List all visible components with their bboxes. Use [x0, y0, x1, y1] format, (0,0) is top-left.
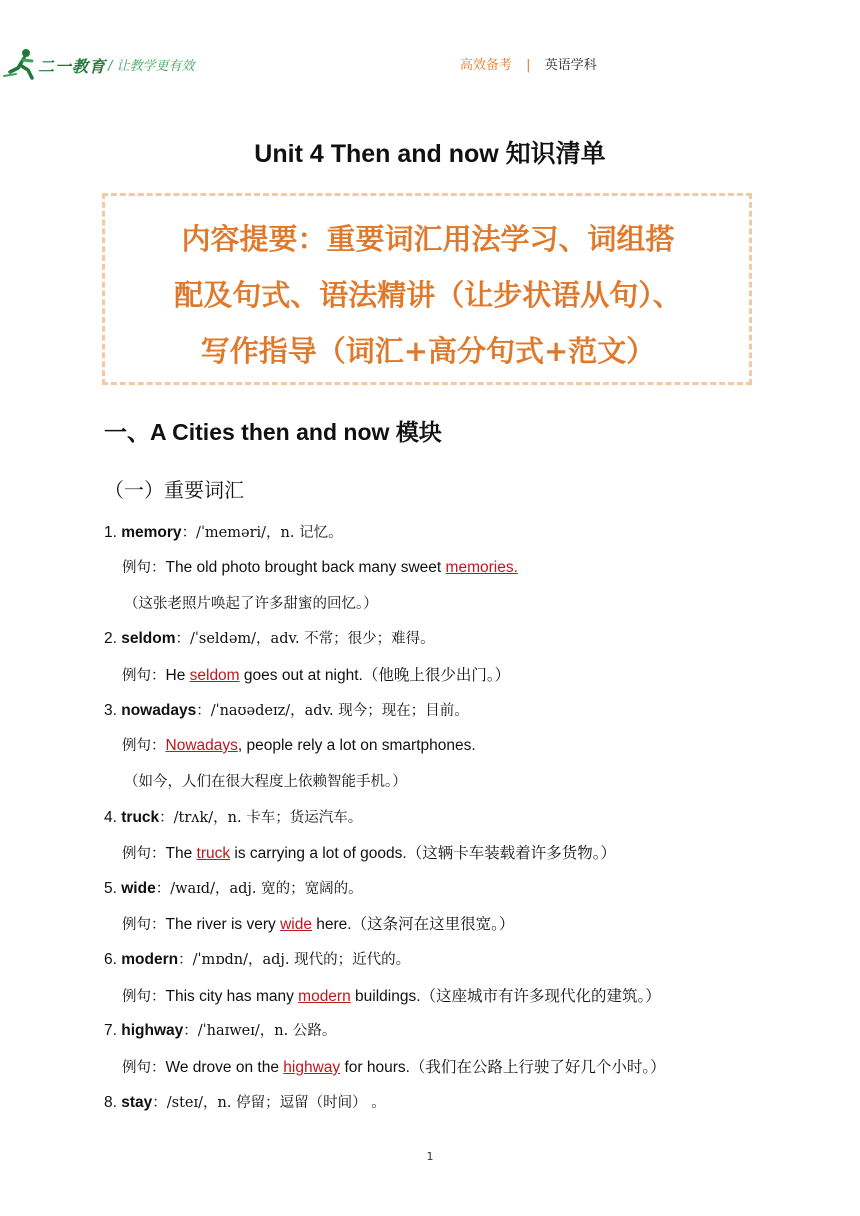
- vocab-definition: ：/trʌk/，n. 卡车；货运汽车。: [159, 810, 363, 826]
- subsection-title: （一）重要词汇: [104, 478, 244, 502]
- example-prefix: 例句：: [122, 846, 166, 862]
- brand-name: 二一教育: [38, 57, 107, 76]
- vocab-word: nowadays: [121, 702, 197, 719]
- section-title: 一、A Cities then and now 模块: [104, 419, 442, 445]
- example-prefix: 例句：: [122, 560, 166, 576]
- vocab-example: [122, 1055, 666, 1077]
- summary-line: 内容提要：重要词汇用法学习、词组搭: [181, 222, 675, 256]
- vocab-example: [122, 912, 514, 934]
- page-number: 1: [426, 1150, 434, 1163]
- example-text: goes out at night.（他晚上很少出门。）: [239, 667, 511, 684]
- example-keyword: modern: [298, 988, 351, 1005]
- example-text: The river is very: [165, 916, 281, 933]
- vocab-definition: ：/ˈhaɪweɪ/，n. 公路。: [183, 1023, 337, 1039]
- vocab-example: [122, 556, 518, 577]
- vocab-entry: [104, 877, 363, 898]
- example-text: The old photo brought back many sweet: [165, 559, 446, 576]
- example-text: The: [165, 845, 197, 862]
- example-text: buildings.（这座城市有许多现代化的建筑。）: [350, 988, 661, 1005]
- vocab-example: [122, 734, 476, 755]
- example-translation: （这张老照片唤起了许多甜蜜的回忆。）: [124, 596, 378, 612]
- example-prefix: 例句：: [122, 917, 166, 933]
- example-keyword: truck: [196, 845, 231, 862]
- vocab-word: stay: [121, 1094, 153, 1111]
- vocab-entry: [104, 699, 469, 720]
- vocab-entry: [104, 521, 343, 542]
- vocab-number: 7.: [104, 1022, 117, 1039]
- example-text: here.（这条河在这里很宽。）: [311, 916, 515, 933]
- example-text: He: [165, 667, 190, 684]
- example-translation: （如今，人们在很大程度上依赖智能手机。）: [124, 774, 407, 790]
- example-text: , people rely a lot on smartphones.: [237, 737, 476, 754]
- vocab-word: wide: [121, 880, 156, 897]
- summary-line: 写作指导（词汇+高分句式+范文）: [200, 334, 656, 368]
- example-prefix: 例句：: [122, 989, 166, 1005]
- example-keyword: highway: [283, 1059, 341, 1076]
- vocab-word: memory: [121, 524, 182, 541]
- vocab-definition: ：/ˈmɒdn/，adj. 现代的；近代的。: [178, 952, 411, 968]
- vocab-word: modern: [121, 951, 179, 968]
- example-prefix: 例句：: [122, 1060, 166, 1076]
- vocab-entry: [104, 806, 362, 827]
- vocab-number: 1.: [104, 524, 117, 541]
- vocab-number: 4.: [104, 809, 117, 826]
- page-title: Unit 4 Then and now 知识清单: [254, 140, 606, 168]
- vocab-entry: [104, 948, 410, 969]
- vocab-definition: ：/waɪd/，adj. 宽的；宽阔的。: [155, 881, 363, 897]
- example-prefix: 例句：: [122, 668, 166, 684]
- example-prefix: 例句：: [122, 738, 166, 754]
- vocab-definition: ：/steɪ/，n. 停留；逗留（时间） 。: [152, 1095, 386, 1111]
- vocab-definition: ：/ˈnaʊədeɪz/，adv. 现今；现在；目前。: [196, 703, 469, 719]
- running-man-logo-icon: [2, 46, 42, 82]
- example-keyword: seldom: [189, 667, 240, 684]
- vocab-definition: ：/ˈmeməri/，n. 记忆。: [181, 525, 343, 541]
- vocab-example: [122, 984, 661, 1006]
- example-text: We drove on the: [165, 1059, 284, 1076]
- vocab-example: [122, 841, 616, 863]
- header-tag: 高效备考: [460, 58, 513, 73]
- example-text: This city has many: [165, 988, 299, 1005]
- vocab-entry: [104, 1019, 336, 1040]
- example-keyword: wide: [280, 916, 312, 933]
- vocab-number: 2.: [104, 630, 117, 647]
- summary-text: [118, 211, 738, 379]
- vocab-word: highway: [121, 1022, 184, 1039]
- vocab-number: 3.: [104, 702, 117, 719]
- example-keyword: Nowadays: [165, 737, 238, 754]
- example-text: is carrying a lot of goods.（这辆卡车装载着许多货物。）: [230, 845, 616, 862]
- vocab-word: seldom: [121, 630, 176, 647]
- example-text: for hours.（我们在公路上行驶了好几个小时。）: [340, 1059, 666, 1076]
- brand-slogan: / 让教学更有效: [108, 59, 195, 74]
- vocab-example: [122, 663, 510, 685]
- vocab-definition: ：/ˈseldəm/，adv. 不常；很少；难得。: [175, 631, 435, 647]
- vocab-word: truck: [121, 809, 160, 826]
- page-header: [0, 40, 860, 84]
- header-subject: 英语学科: [544, 58, 597, 73]
- example-keyword: memories.: [445, 559, 518, 576]
- vocab-entry: [104, 1091, 386, 1112]
- vocab-entry: [104, 627, 435, 648]
- vocab-number: 6.: [104, 951, 117, 968]
- vocab-number: 8.: [104, 1094, 117, 1111]
- vocab-number: 5.: [104, 880, 117, 897]
- header-right: [460, 54, 597, 73]
- summary-line: 配及句式、语法精讲（让步状语从句）、: [174, 278, 682, 312]
- header-separator: |: [526, 58, 531, 73]
